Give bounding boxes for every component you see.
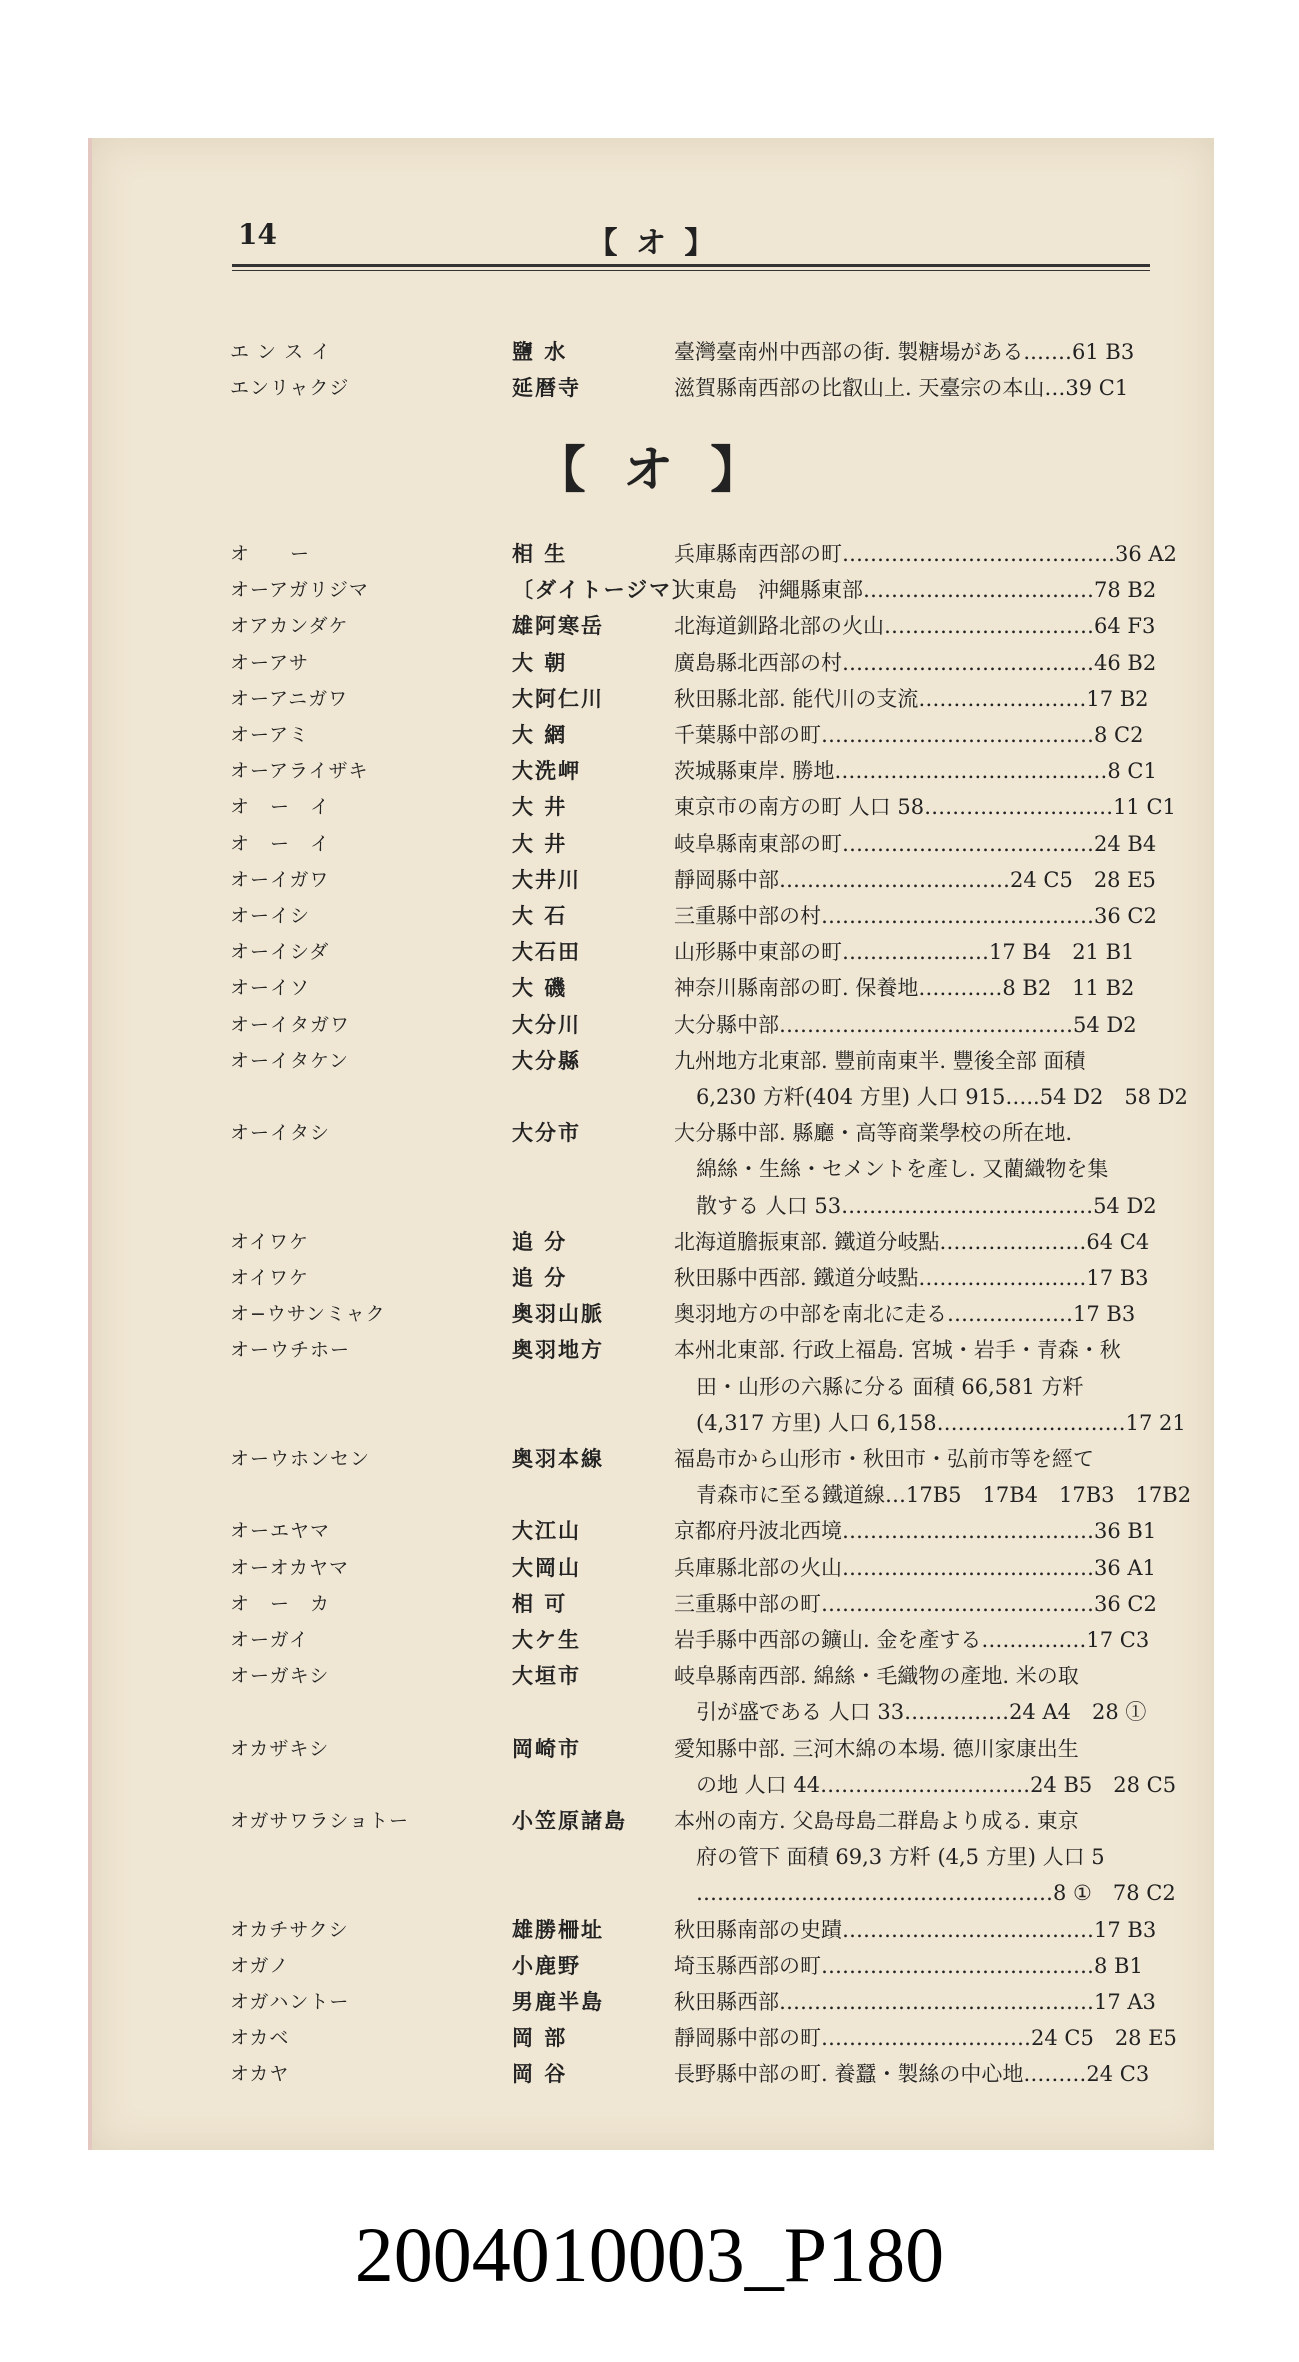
entry-description: 秋田縣中西部. 鐵道分岐點……………………17 B3: [674, 1266, 1149, 1290]
entry-description: 青森市に至る鐵道線…17B5 17B4 17B3 17B2: [696, 1483, 1192, 1508]
entry-description: 廣島縣北西部の村………………………………46 B2: [674, 650, 1157, 675]
running-head: 【 オ 】: [587, 226, 719, 261]
entry-name: 相 生: [512, 541, 568, 566]
entry-row: [92, 536, 1214, 572]
entry-description: の地 人口 44…………………………24 B5 28 C5: [696, 1772, 1177, 1797]
entry-name: 男鹿半島: [512, 1989, 604, 2014]
entry-name: 雄阿寒岳: [512, 613, 604, 639]
entry-name: 鹽 水: [512, 339, 568, 364]
entry-reading: オーイシダ: [230, 941, 330, 964]
entry-name: 大分川: [512, 1011, 581, 1037]
entry-name: 雄勝柵址: [512, 1916, 604, 1942]
entry-continuation-row: [92, 1188, 1214, 1224]
entry-name: 大 朝: [512, 649, 568, 675]
entry-description: 本州北東部. 行政上福島. 宮城・岩手・青森・秋: [674, 1338, 1121, 1363]
entry-description: ……………………………………………8 ① 78 C2: [696, 1881, 1176, 1906]
entry-row: [92, 826, 1214, 862]
entry-description: 田・山形の六縣に分る 面積 66,581 方粁: [696, 1374, 1084, 1399]
entry-row: [92, 1912, 1214, 1948]
entry-reading: オガノ: [230, 1954, 290, 1977]
entry-reading: オーイタシ: [230, 1122, 331, 1145]
entry-name: 大垣市: [512, 1663, 581, 1689]
entry-name: 〔ダイトージマ〕: [512, 577, 696, 603]
entry-description: 靜岡縣中部……………………………24 C5 28 E5: [674, 867, 1156, 892]
header-rule: [232, 264, 1150, 271]
entry-reading: オ ー イ: [230, 832, 331, 855]
entry-name: 大 網: [512, 722, 568, 747]
entry-reading: オガハントー: [230, 1991, 350, 2013]
entry-name: 小笠原諸島: [512, 1808, 627, 1833]
entry-reading: オーイシ: [230, 905, 311, 927]
entry-name: 岡 部: [512, 2025, 568, 2051]
entry-name: 大ケ生: [512, 1627, 581, 1652]
entry-name: 大石田: [512, 939, 581, 965]
entry-continuation-row: [92, 1875, 1214, 1911]
entry-description: 本州の南方. 父島母島二群島より成る. 東京: [674, 1809, 1079, 1833]
entry-description: 大東島 沖繩縣東部……………………………78 B2: [674, 578, 1157, 603]
entry-name: 大 磯: [512, 975, 568, 1001]
entry-reading: オイワケ: [230, 1267, 310, 1289]
entry-description: 埼玉縣西部の町…………………………………8 B1: [674, 1953, 1143, 1978]
entry-description: 京都府丹波北西境………………………………36 B1: [674, 1519, 1157, 1544]
entry-description: 山形縣中東部の町…………………17 B4 21 B1: [674, 940, 1135, 965]
entry-row: [92, 1803, 1214, 1839]
entry-reading: オカザキシ: [230, 1737, 330, 1760]
entry-description: 千葉縣中部の町…………………………………8 C2: [674, 723, 1144, 747]
entry-reading: オ ー: [230, 543, 311, 565]
entry-description: 秋田縣西部………………………………………17 A3: [674, 1990, 1156, 2014]
entry-name: 大分縣: [512, 1047, 581, 1073]
entry-row: [92, 1586, 1214, 1622]
entry-reading: オーガイ: [230, 1629, 310, 1651]
entry-row: [92, 608, 1214, 644]
entry-description: 茨城縣東岸. 勝地…………………………………8 C1: [674, 759, 1157, 784]
entry-reading: オ ー イ: [230, 796, 331, 819]
entry-row: [92, 1441, 1214, 1477]
entry-description: 散する 人口 53………………………………54 D2: [696, 1193, 1157, 1218]
entry-description: 6,230 方粁(404 方里) 人口 915…..54 D2 58 D2: [696, 1085, 1188, 1109]
entry-reading: オーアニガワ: [230, 687, 349, 710]
scanned-page: [88, 138, 1214, 2150]
entry-row: [92, 1296, 1214, 1332]
entry-reading: オーエヤマ: [230, 1520, 331, 1543]
entry-description: (4,317 方里) 人口 6,158………………………17 21: [696, 1410, 1186, 1435]
entry-name: 大井川: [512, 866, 581, 892]
entry-row: [92, 862, 1214, 898]
entry-continuation-row: [92, 1369, 1214, 1405]
entry-continuation-row: [92, 1405, 1214, 1441]
entry-row: [92, 2056, 1214, 2092]
entry-description: 愛知縣中部. 三河木綿の本場. 德川家康出生: [674, 1736, 1079, 1761]
entry-reading: オーイガワ: [230, 868, 330, 891]
entry-name: 奥羽山脈: [512, 1301, 604, 1327]
entry-reading: オーアライザキ: [230, 760, 369, 783]
entry-reading: オーオカヤマ: [230, 1556, 350, 1579]
entry-name: 大分市: [512, 1120, 581, 1146]
section-heading: 【 オ 】: [535, 440, 771, 499]
entry-row: [92, 1658, 1214, 1694]
entry-continuation-row: [92, 1151, 1214, 1187]
entry-reading: オカチサクシ: [230, 1918, 349, 1941]
entry-description: 北海道釧路北部の火山…………………………64 F3: [674, 614, 1156, 639]
entry-row: [92, 572, 1214, 608]
entry-description: 綿絲・生絲・セメントを產し. 又藺織物を集: [696, 1157, 1109, 1182]
entry-row: [92, 645, 1214, 681]
entry-description: 奥羽地方の中部を南北に走る………………17 B3: [674, 1302, 1136, 1327]
entry-row: [92, 934, 1214, 970]
entry-name: 奥羽本線: [512, 1446, 604, 1471]
entry-row: [92, 1984, 1214, 2020]
entry-row: [92, 970, 1214, 1006]
entry-row: [92, 1224, 1214, 1260]
entry-reading: エンリャクジ: [230, 377, 350, 399]
entry-name: 延暦寺: [512, 375, 581, 400]
entry-row: [92, 1260, 1214, 1296]
entry-description: 兵庫縣北部の火山………………………………36 A1: [674, 1555, 1156, 1580]
entry-description: 三重縣中部の町…………………………………36 C2: [674, 1591, 1157, 1616]
entry-name: 岡崎市: [512, 1735, 581, 1761]
entry-row: [92, 1731, 1214, 1767]
entry-row: [92, 2020, 1214, 2056]
entry-name: 奥羽地方: [512, 1337, 604, 1363]
entry-description: 滋賀縣南西部の比叡山上. 天臺宗の本山…39 C1: [674, 376, 1129, 400]
entry-name: 追 分: [512, 1265, 568, 1290]
entry-description: 臺灣臺南州中西部の街. 製糖場がある.……61 B3: [674, 340, 1135, 364]
entry-reading: オーウホンセン: [230, 1448, 371, 1470]
entry-row: [92, 681, 1214, 717]
entry-continuation-row: [92, 1477, 1214, 1513]
entry-reading: オカヤ: [230, 2063, 290, 2086]
entry-description: 兵庫縣南西部の町…………………………………36 A2: [674, 542, 1177, 566]
entry-name: 小鹿野: [512, 1952, 581, 1978]
entry-reading: オ−ウサンミャク: [230, 1303, 386, 1326]
entry-row: [92, 898, 1214, 934]
entry-reading: オーアガリジマ: [230, 579, 369, 602]
entry-row: [92, 1513, 1214, 1549]
entry-name: 相 可: [512, 1590, 568, 1616]
entry-name: 大洗岬: [512, 758, 581, 784]
entry-continuation-row: [92, 1839, 1214, 1875]
entry-description: 東京市の南方の町 人口 58………………………11 C1: [674, 795, 1176, 820]
entry-row: [92, 370, 1214, 406]
entry-description: 九州地方北東部. 豐前南東半. 豐後全部 面積: [674, 1048, 1086, 1073]
entry-name: 追 分: [512, 1228, 568, 1254]
entry-description: 大分縣中部. 縣廳・高等商業學校の所在地.: [674, 1121, 1073, 1146]
entry-description: 岐阜縣南東部の町………………………………24 B4: [674, 831, 1157, 856]
entry-reading: オーイタガワ: [230, 1013, 351, 1036]
entry-reading: エ ン ス イ: [230, 341, 332, 363]
entry-continuation-row: [92, 1767, 1214, 1803]
entry-description: 引が盛である 人口 33……………24 A4 28 ①: [696, 1700, 1147, 1725]
entry-description: 府の管下 面積 69,3 方粁 (4,5 方里) 人口 5: [696, 1845, 1105, 1870]
entry-row: [92, 753, 1214, 789]
entry-description: 北海道膽振東部. 鐵道分岐點…………………64 C4: [674, 1229, 1150, 1254]
entry-description: 大分縣中部……………………………………54 D2: [674, 1012, 1137, 1037]
entry-reading: オーアミ: [230, 724, 310, 746]
entry-description: 秋田縣南部の史蹟………………………………17 B3: [674, 1917, 1157, 1942]
entry-name: 大阿仁川: [512, 685, 604, 711]
entry-description: 神奈川縣南部の町. 保養地…………8 B2 11 B2: [674, 976, 1135, 1001]
entry-name: 大江山: [512, 1518, 581, 1544]
entry-reading: オ ー カ: [230, 1592, 331, 1615]
entry-row: [92, 1550, 1214, 1586]
entry-row: [92, 334, 1214, 370]
catalog-id: 2004010003_P180: [354, 2211, 945, 2298]
entry-continuation-row: [92, 1694, 1214, 1730]
entry-description: 秋田縣北部. 能代川の支流……………………17 B2: [674, 686, 1149, 711]
entry-reading: オーアサ: [230, 651, 310, 674]
entry-name: 大岡山: [512, 1554, 581, 1580]
entry-row: [92, 1007, 1214, 1043]
entry-name: 大 石: [512, 903, 568, 928]
entry-reading: オカベ: [230, 2027, 290, 2050]
entry-description: 靜岡縣中部の町…………………………24 C5 28 E5: [674, 2026, 1177, 2051]
entry-reading: オーウチホー: [230, 1339, 351, 1362]
entry-description: 福島市から山形市・秋田市・弘前市等を經て: [674, 1447, 1094, 1471]
entry-row: [92, 1948, 1214, 1984]
entry-reading: オーイソ: [230, 977, 311, 1000]
entry-description: 三重縣中部の村…………………………………36 C2: [674, 904, 1157, 928]
entry-row: [92, 1115, 1214, 1151]
entry-name: 大 井: [512, 794, 568, 820]
entry-row: [92, 1043, 1214, 1079]
entry-row: [92, 717, 1214, 753]
entry-name: 岡 谷: [512, 2061, 568, 2087]
entry-reading: オガサワラショトー: [230, 1810, 410, 1832]
entry-row: [92, 789, 1214, 825]
page-number: 14: [238, 218, 277, 251]
entry-description: 長野縣中部の町. 養蠶・製絲の中心地………24 C3: [674, 2062, 1150, 2087]
entry-reading: オーガキシ: [230, 1665, 330, 1688]
entry-description: 岩手縣中西部の鑛山. 金を產する……………17 C3: [674, 1628, 1150, 1652]
entry-description: 岐阜縣南西部. 綿絲・毛織物の產地. 米の取: [674, 1664, 1079, 1689]
entry-continuation-row: [92, 1079, 1214, 1115]
entry-reading: オイワケ: [230, 1230, 310, 1253]
entry-row: [92, 1332, 1214, 1368]
entry-reading: オーイタケン: [230, 1049, 350, 1072]
entry-name: 大 井: [512, 830, 568, 856]
entry-reading: オアカンダケ: [230, 615, 349, 638]
entry-row: [92, 1622, 1214, 1658]
